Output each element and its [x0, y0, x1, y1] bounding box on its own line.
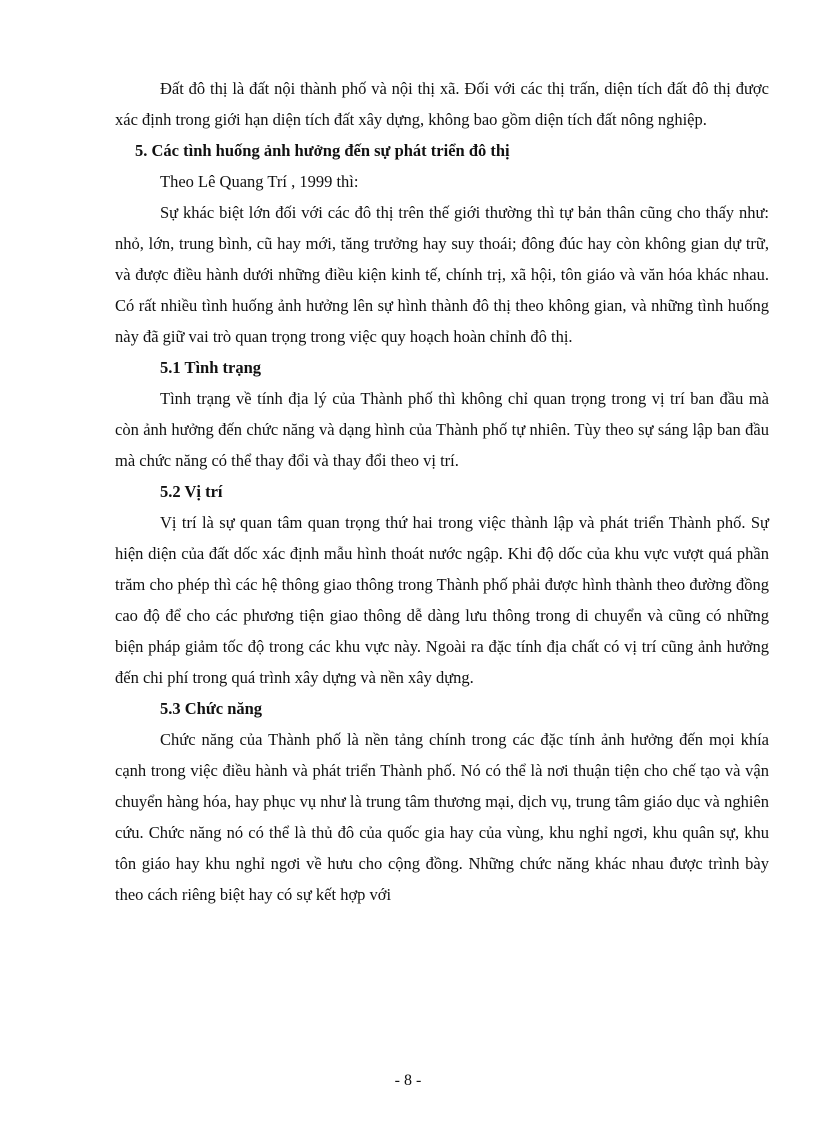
- source-line: Theo Lê Quang Trí , 1999 thì:: [160, 172, 359, 191]
- intro-paragraph: Đất đô thị là đất nội thành phố và nội thị xã. Đối với các thị trấn, diện tích đất đô thị được xác định trong giới hạn diện tích đất xây dựng, không bao gồm diện tích đất nông nghiệp.: [115, 79, 769, 129]
- page-number: - 8 -: [394, 1072, 422, 1089]
- section-5-2-heading: 5.2 Vị trí: [160, 482, 223, 501]
- section-5-2-paragraph: Vị trí là sự quan tâm quan trọng thứ hai trong việc thành lập và phát triển Thành phố. Sự hiện diện của đất dốc xác định mẫu hình thoát nước ngập. Khi độ dốc của khu vực vượt quá phần trăm cho phép thì các hệ thông giao thông trong Thành phố phải được hình thành theo đường đồng cao độ để cho các phương tiện giao thông dễ dàng lưu thông trong di chuyển và cũng có những biện pháp giảm tốc độ trong các khu vực này. Ngoài ra đặc tính địa chất có vị trí cũng ảnh hưởng đến chi phí trong quá trình xây dựng và nền xây dựng.: [115, 513, 769, 687]
- section-5-3-heading: 5.3 Chức năng: [160, 699, 263, 718]
- section-5-heading: 5. Các tình huống ảnh hưởng đến sự phát triển đô thị: [135, 141, 510, 160]
- section-5-1-heading: 5.1 Tình trạng: [160, 358, 262, 377]
- body-text: [115, 73, 769, 910]
- section-5-3-paragraph: Chức năng của Thành phố là nền tảng chính trong các đặc tính ảnh hưởng đến mọi khía cạnh trong việc điều hành và phát triển Thành phố. Nó có thể là nơi thuận tiện cho chế tạo và vận chuyển hàng hóa, hay phục vụ như là trung tâm thương mại, dịch vụ, trung tâm giáo dục và nghiên cứu. Chức năng nó có thể là thủ đô của quốc gia hay của vùng, khu nghỉ ngơi, khu quân sự, khu tôn giáo hay khu nghỉ ngơi về hưu cho cộng đồng. Những chức năng khác nhau được trình bày theo cách riêng biệt hay có sự kết hợp với: [115, 730, 769, 904]
- section-5-1-paragraph: Tình trạng về tính địa lý của Thành phố thì không chỉ quan trọng trong vị trí ban đầu mà còn ảnh hưởng đến chức năng và dạng hình của Thành phố tự nhiên. Tùy theo sự sáng lập ban đầu mà chức năng có thể thay đổi và thay đổi theo vị trí.: [115, 389, 769, 470]
- section-5-paragraph: Sự khác biệt lớn đối với các đô thị trên thế giới thường thì tự bản thân cũng cho thấy như: nhỏ, lớn, trung bình, cũ hay mới, tăng trưởng hay suy thoái; đông đúc hay còn không gian dự trữ, và được điều hành dưới những điều kiện kinh tế, chính trị, xã hội, tôn giáo và văn hóa khác nhau. Có rất nhiều tình huống ảnh hưởng lên sự hình thành đô thị theo không gian, và những tình huống này đã giữ vai trò quan trọng trong việc quy hoạch hoàn chỉnh đô thị.: [115, 203, 769, 346]
